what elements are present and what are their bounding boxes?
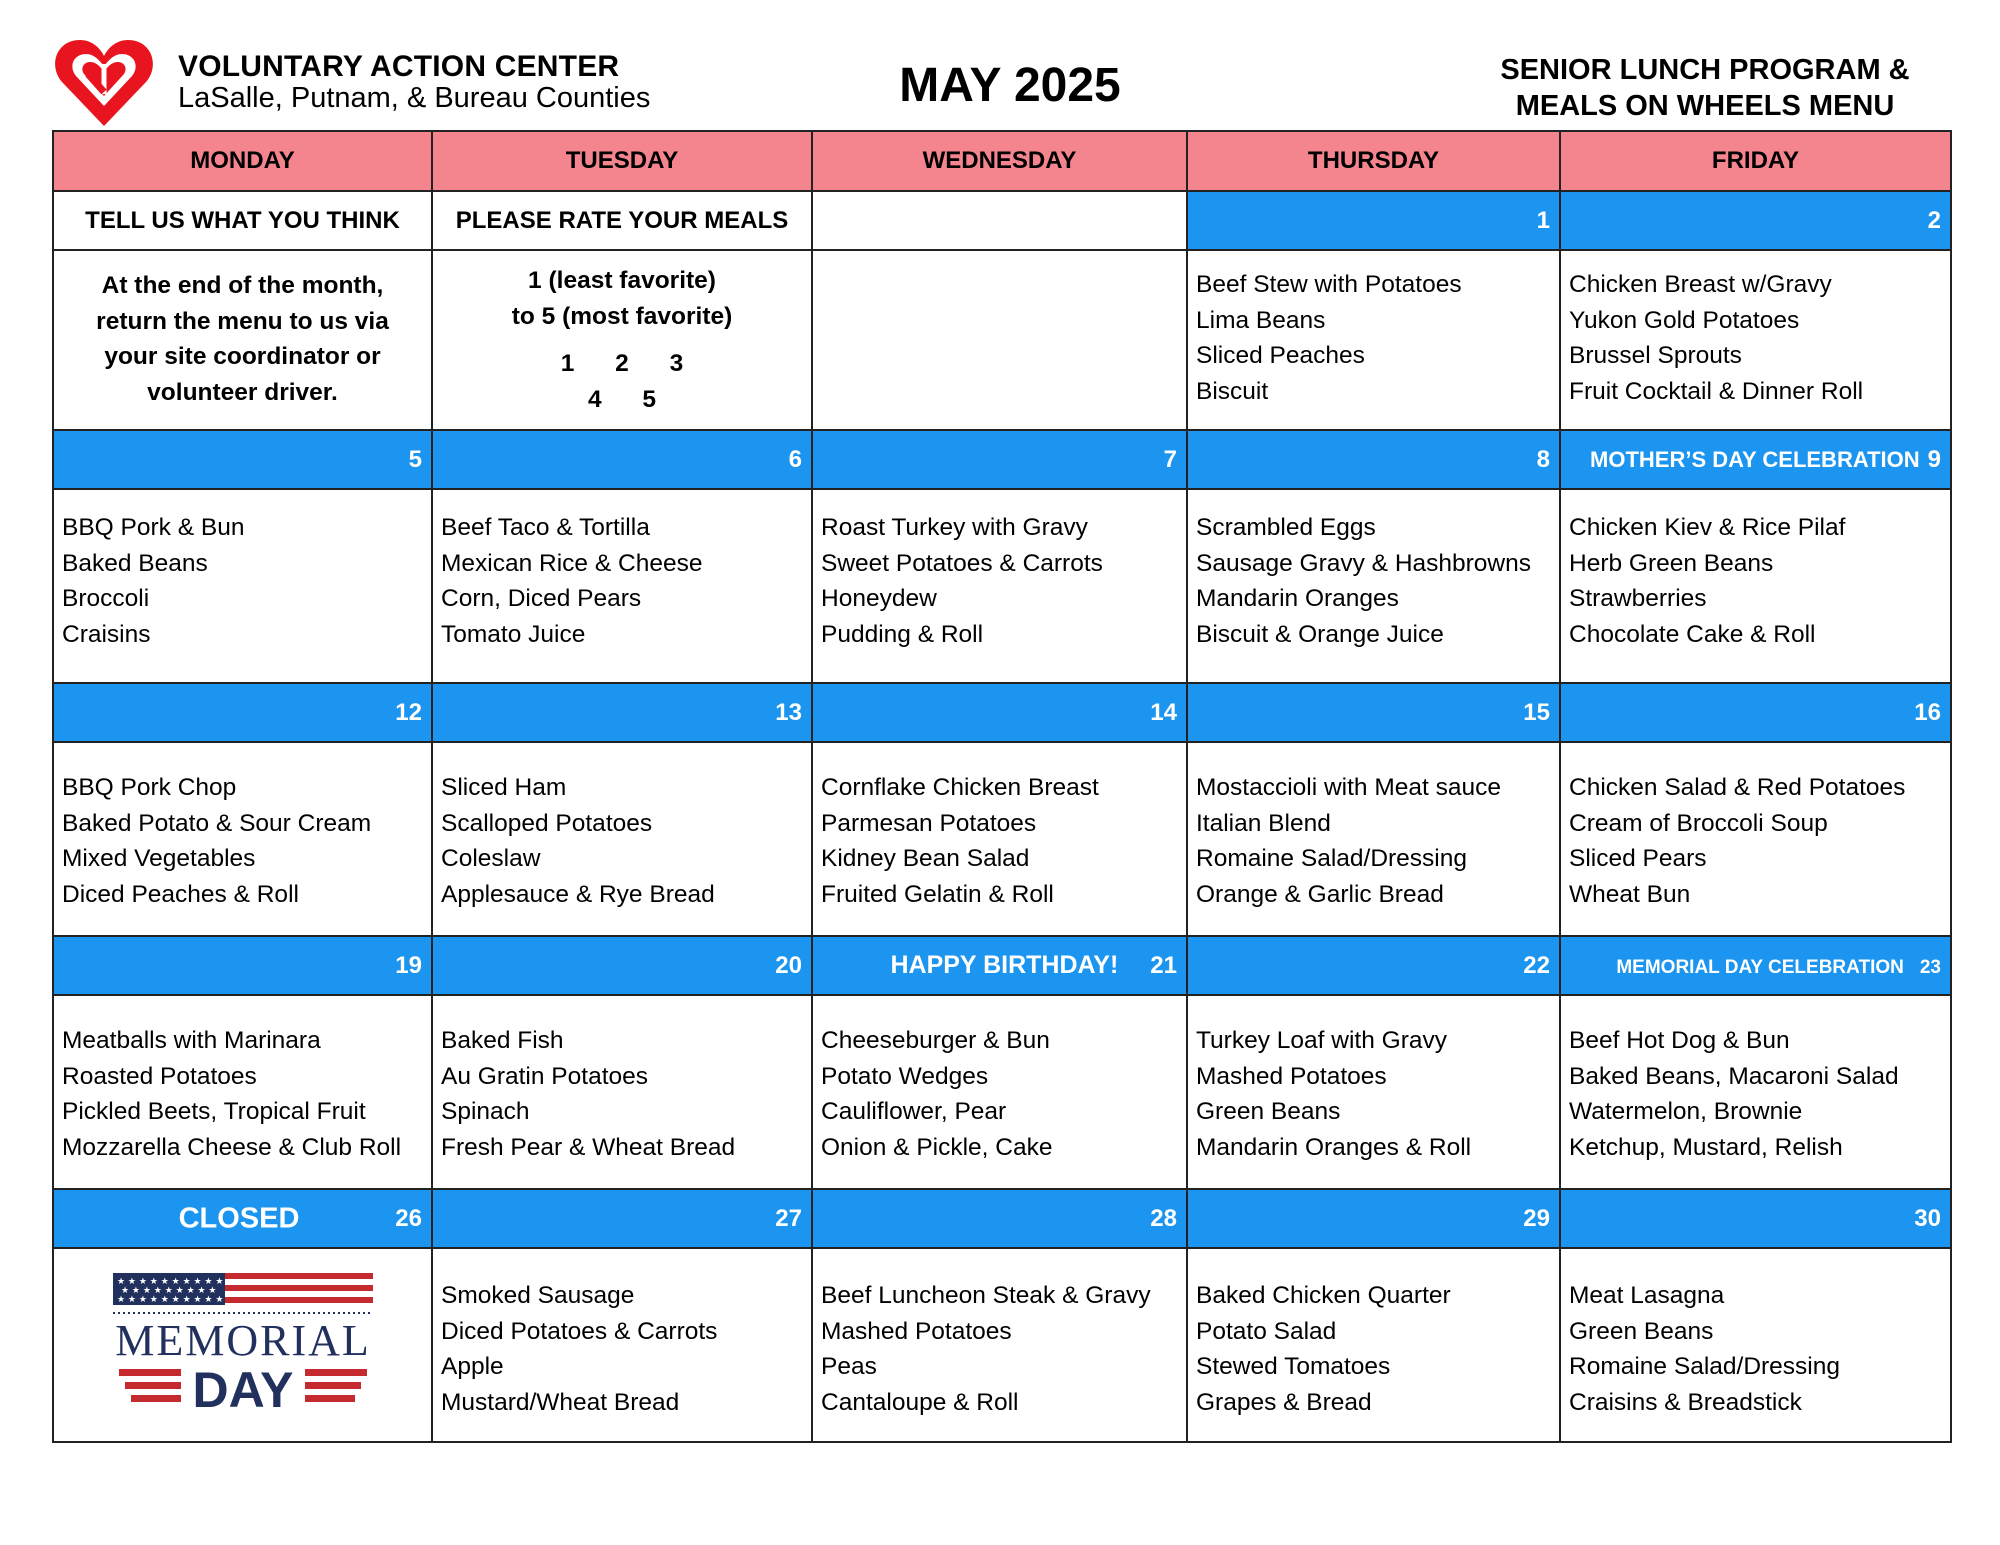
date-cell <box>432 936 812 995</box>
date-number: 9 <box>1927 445 1941 473</box>
meal-cell <box>1560 995 1951 1189</box>
rate-meals-heading: PLEASE RATE YOUR MEALS <box>432 191 812 250</box>
date-number: 13 <box>775 698 802 726</box>
svg-text:★ ★ ★ ★ ★ ★ ★ ★ ★ ★: ★ ★ ★ ★ ★ ★ ★ ★ ★ ★ <box>116 1277 223 1287</box>
date-cell-empty <box>812 191 1187 250</box>
week5-meal-row <box>53 1248 1951 1442</box>
menu-item: Turkey Loaf with Gravy <box>1196 1027 1447 1054</box>
date-cell <box>1560 1189 1951 1248</box>
us-flag-icon <box>113 1273 373 1313</box>
menu-item: Cheeseburger & Bun <box>821 1027 1050 1054</box>
closed-label: CLOSED <box>178 1202 300 1234</box>
menu-item: Potato Wedges <box>821 1062 989 1090</box>
date-number: 30 <box>1914 1204 1941 1232</box>
menu-item: Potato Salad <box>1196 1317 1337 1345</box>
date-cell <box>1187 191 1560 250</box>
date-number: 5 <box>408 445 422 473</box>
menu-item: Chicken Salad & Red Potatoes <box>1569 774 1906 801</box>
menu-item: Ketchup, Mustard, Relish <box>1569 1133 1843 1161</box>
rating-option[interactable]: 4 <box>587 385 602 413</box>
date-cell <box>1560 936 1951 995</box>
menu-item: Meatballs with Marinara <box>62 1027 321 1054</box>
date-number: 21 <box>1150 952 1177 979</box>
menu-item: Orange & Garlic Bread <box>1196 880 1444 908</box>
date-cell <box>432 683 812 742</box>
date-number: 15 <box>1523 698 1550 726</box>
rating-option[interactable]: 2 <box>615 350 629 377</box>
menu-item: Beef Hot Dog & Bun <box>1569 1027 1790 1054</box>
menu-item: Sliced Pears <box>1569 845 1707 872</box>
menu-item: Craisins & Breadstick <box>1569 1388 1802 1416</box>
page-title: MAY 2025 <box>899 59 1121 112</box>
menu-item: Baked Beans, Macaroni Salad <box>1569 1062 1899 1090</box>
week5-date-row <box>53 1189 1951 1248</box>
meal-cell <box>812 995 1187 1189</box>
menu-item: Pickled Beets, Tropical Fruit <box>62 1098 366 1125</box>
menu-item: Scrambled Eggs <box>1196 514 1376 541</box>
meal-cell <box>53 489 432 683</box>
rating-scale-line: to 5 (most favorite) <box>511 302 733 330</box>
date-number: 8 <box>1536 445 1550 473</box>
date-number: 20 <box>775 951 802 979</box>
menu-item: Herb Green Beans <box>1569 549 1774 577</box>
menu-item: Stewed Tomatoes <box>1196 1353 1391 1380</box>
date-number: 29 <box>1523 1204 1550 1232</box>
menu-item: Cauliflower, Pear <box>821 1098 1007 1125</box>
menu-item: Sausage Gravy & Hashbrowns <box>1196 549 1531 577</box>
meal-cell <box>812 742 1187 936</box>
menu-item: Diced Peaches & Roll <box>62 880 299 908</box>
date-cell <box>1560 430 1951 489</box>
rating-cell <box>432 250 812 430</box>
menu-item: Green Beans <box>1569 1317 1714 1345</box>
date-cell <box>432 430 812 489</box>
menu-item: Smoked Sausage <box>441 1282 635 1309</box>
meal-cell <box>432 489 812 683</box>
menu-item: Yukon Gold Potatoes <box>1569 306 1800 334</box>
menu-item: BBQ Pork & Bun <box>62 514 245 541</box>
menu-item: Mandarin Oranges & Roll <box>1196 1133 1472 1161</box>
meal-cell-empty <box>812 250 1187 430</box>
menu-item: Fresh Pear & Wheat Bread <box>441 1133 736 1161</box>
menu-item: Mozzarella Cheese & Club Roll <box>62 1133 402 1161</box>
memorial-day-cell <box>53 1248 432 1442</box>
menu-item: Sliced Ham <box>441 774 567 801</box>
date-cell <box>53 1189 432 1248</box>
menu-item: Watermelon, Brownie <box>1569 1098 1803 1125</box>
date-cell <box>1187 683 1560 742</box>
menu-item: Au Gratin Potatoes <box>441 1062 649 1090</box>
menu-item: Fruit Cocktail & Dinner Roll <box>1569 377 1864 405</box>
menu-item: Mexican Rice & Cheese <box>441 549 703 577</box>
menu-calendar <box>52 130 1952 1443</box>
date-cell <box>812 683 1187 742</box>
menu-item: Fruited Gelatin & Roll <box>821 880 1054 908</box>
date-cell <box>1187 936 1560 995</box>
weekday-wednesday: WEDNESDAY <box>812 131 1187 191</box>
menu-item: Chocolate Cake & Roll <box>1569 620 1816 648</box>
week2-date-row <box>53 430 1951 489</box>
week1-date-row <box>53 191 1951 250</box>
menu-item: Mashed Potatoes <box>821 1317 1012 1345</box>
menu-item: Onion & Pickle, Cake <box>821 1133 1053 1161</box>
date-cell <box>1560 191 1951 250</box>
menu-item: Mixed Vegetables <box>62 845 256 872</box>
menu-item: Brussel Sprouts <box>1569 342 1742 369</box>
meal-cell <box>1187 742 1560 936</box>
menu-item: Broccoli <box>62 585 150 612</box>
menu-item: Roasted Potatoes <box>62 1062 257 1090</box>
date-number: 12 <box>395 698 422 726</box>
memorial-word: MEMORIAL <box>114 1316 371 1365</box>
weekday-tuesday: TUESDAY <box>432 131 812 191</box>
date-number: 22 <box>1523 951 1550 979</box>
menu-item: Meat Lasagna <box>1569 1282 1725 1309</box>
week3-meal-row <box>53 742 1951 936</box>
date-number: 1 <box>1536 206 1550 234</box>
menu-item: Cornflake Chicken Breast <box>821 774 1099 801</box>
meal-cell <box>812 1248 1187 1442</box>
instruction-line: volunteer driver. <box>147 378 338 406</box>
rating-option[interactable]: 5 <box>642 385 657 413</box>
menu-item: Tomato Juice <box>441 620 586 648</box>
rating-option[interactable]: 3 <box>669 350 684 377</box>
menu-item: Diced Potatoes & Carrots <box>441 1317 718 1345</box>
menu-item: Craisins <box>62 620 151 648</box>
menu-item: Chicken Breast w/Gravy <box>1569 271 1832 298</box>
date-number: 27 <box>775 1204 802 1232</box>
weekday-thursday: THURSDAY <box>1187 131 1560 191</box>
date-cell <box>432 1189 812 1248</box>
menu-item: Cream of Broccoli Soup <box>1569 809 1828 837</box>
menu-item: Grapes & Bread <box>1196 1388 1372 1416</box>
day-word: DAY <box>192 1362 293 1418</box>
menu-item: Pudding & Roll <box>821 620 984 648</box>
menu-item: Honeydew <box>821 585 937 612</box>
date-number: 7 <box>1163 445 1177 473</box>
menu-item: Strawberries <box>1569 585 1707 612</box>
menu-item: Baked Potato & Sour Cream <box>62 809 372 837</box>
menu-item: Wheat Bun <box>1569 880 1691 908</box>
meal-cell <box>53 742 432 936</box>
weekday-friday: FRIDAY <box>1560 131 1951 191</box>
svg-text:★ ★ ★ ★ ★ ★ ★ ★ ★ ★: ★ ★ ★ ★ ★ ★ ★ ★ ★ ★ <box>116 1295 223 1305</box>
date-cell <box>812 430 1187 489</box>
date-number: 26 <box>395 1204 422 1232</box>
menu-item: Spinach <box>441 1098 530 1125</box>
rating-scale-line: 1 (least favorite) <box>528 267 716 294</box>
date-number: 19 <box>395 951 422 979</box>
menu-item: Biscuit <box>1196 377 1269 405</box>
menu-item: Mashed Potatoes <box>1196 1062 1387 1090</box>
menu-item: BBQ Pork Chop <box>62 774 237 801</box>
date-cell <box>53 430 432 489</box>
program-title <box>1465 52 1945 124</box>
menu-item: Green Beans <box>1196 1098 1341 1125</box>
menu-item: Corn, Diced Pears <box>441 585 642 612</box>
week1-meal-row <box>53 250 1951 430</box>
meal-cell <box>432 1248 812 1442</box>
week4-meal-row <box>53 995 1951 1189</box>
menu-item: Kidney Bean Salad <box>821 845 1030 872</box>
rating-option[interactable]: 1 <box>560 350 575 377</box>
tell-us-heading: TELL US WHAT YOU THINK <box>53 191 432 250</box>
week2-meal-row <box>53 489 1951 683</box>
date-cell <box>1560 683 1951 742</box>
event-label-mothers-day: MOTHER’S DAY CELEBRATION <box>1590 446 1920 472</box>
menu-item: Biscuit & Orange Juice <box>1196 620 1444 648</box>
meal-cell <box>53 995 432 1189</box>
menu-item: Roast Turkey with Gravy <box>821 514 1088 541</box>
menu-item: Chicken Kiev & Rice Pilaf <box>1569 514 1846 541</box>
date-cell <box>1187 1189 1560 1248</box>
meal-cell <box>1187 250 1560 430</box>
menu-item: Beef Taco & Tortilla <box>441 514 650 541</box>
menu-item: Cantaloupe & Roll <box>821 1388 1019 1416</box>
meal-cell <box>432 995 812 1189</box>
heart-logo-icon <box>54 34 154 132</box>
menu-item: Baked Chicken Quarter <box>1196 1282 1451 1309</box>
menu-item: Romaine Salad/Dressing <box>1196 845 1467 872</box>
week3-date-row <box>53 683 1951 742</box>
date-number: 6 <box>788 445 802 473</box>
instruction-line: return the menu to us via <box>96 307 389 335</box>
menu-item: Apple <box>441 1353 504 1380</box>
event-label-happy-birthday: HAPPY BIRTHDAY! <box>890 951 1119 979</box>
rating-options <box>433 346 811 417</box>
meal-cell <box>432 742 812 936</box>
meal-cell <box>1560 250 1951 430</box>
svg-text:★ ★ ★ ★ ★ ★ ★ ★ ★: ★ ★ ★ ★ ★ ★ ★ ★ ★ <box>120 1286 217 1296</box>
menu-item: Parmesan Potatoes <box>821 809 1037 837</box>
menu-item: Applesauce & Rye Bread <box>441 880 715 908</box>
instruction-line: At the end of the month, <box>101 272 384 299</box>
menu-item: Sliced Peaches <box>1196 342 1365 369</box>
menu-item: Romaine Salad/Dressing <box>1569 1353 1840 1380</box>
program-title-line1: SENIOR LUNCH PROGRAM & <box>1500 54 1910 86</box>
date-number: 14 <box>1150 698 1177 726</box>
menu-item: Beef Luncheon Steak & Gravy <box>821 1282 1151 1309</box>
meal-cell <box>1560 742 1951 936</box>
menu-item: Lima Beans <box>1196 306 1326 334</box>
date-number: 23 <box>1919 956 1941 978</box>
date-cell <box>812 1189 1187 1248</box>
week4-date-row <box>53 936 1951 995</box>
menu-item: Peas <box>821 1353 877 1380</box>
date-cell <box>53 936 432 995</box>
org-subtitle: LaSalle, Putnam, & Bureau Counties <box>178 82 651 114</box>
date-cell <box>812 936 1187 995</box>
menu-item: Baked Fish <box>441 1027 564 1054</box>
menu-item: Italian Blend <box>1196 809 1331 837</box>
instructions-cell <box>53 250 432 430</box>
program-title-line2: MEALS ON WHEELS MENU <box>1515 90 1895 122</box>
menu-item: Coleslaw <box>441 845 541 872</box>
menu-item: Scalloped Potatoes <box>441 809 653 837</box>
instruction-line: your site coordinator or <box>104 343 381 370</box>
meal-cell <box>812 489 1187 683</box>
menu-item: Sweet Potatoes & Carrots <box>821 549 1103 577</box>
date-number: 16 <box>1914 698 1941 726</box>
date-number: 28 <box>1150 1204 1177 1232</box>
date-cell <box>53 683 432 742</box>
meal-cell <box>1560 489 1951 683</box>
menu-item: Mandarin Oranges <box>1196 585 1399 612</box>
menu-item: Mostaccioli with Meat sauce <box>1196 774 1502 801</box>
meal-cell <box>1560 1248 1951 1442</box>
meal-cell <box>1187 489 1560 683</box>
date-cell <box>1187 430 1560 489</box>
meal-cell <box>1187 995 1560 1189</box>
event-label-memorial-day: MEMORIAL DAY CELEBRATION <box>1616 956 1904 978</box>
menu-item: Mustard/Wheat Bread <box>441 1388 680 1416</box>
weekday-monday: MONDAY <box>53 131 432 191</box>
date-number: 2 <box>1927 206 1941 234</box>
menu-item: Beef Stew with Potatoes <box>1196 271 1462 298</box>
memorial-day-graphic <box>111 1271 375 1421</box>
meal-cell <box>1187 1248 1560 1442</box>
menu-item: Baked Beans <box>62 549 208 577</box>
weekday-header-row <box>53 131 1951 191</box>
org-name: VOLUNTARY ACTION CENTER <box>178 50 620 83</box>
